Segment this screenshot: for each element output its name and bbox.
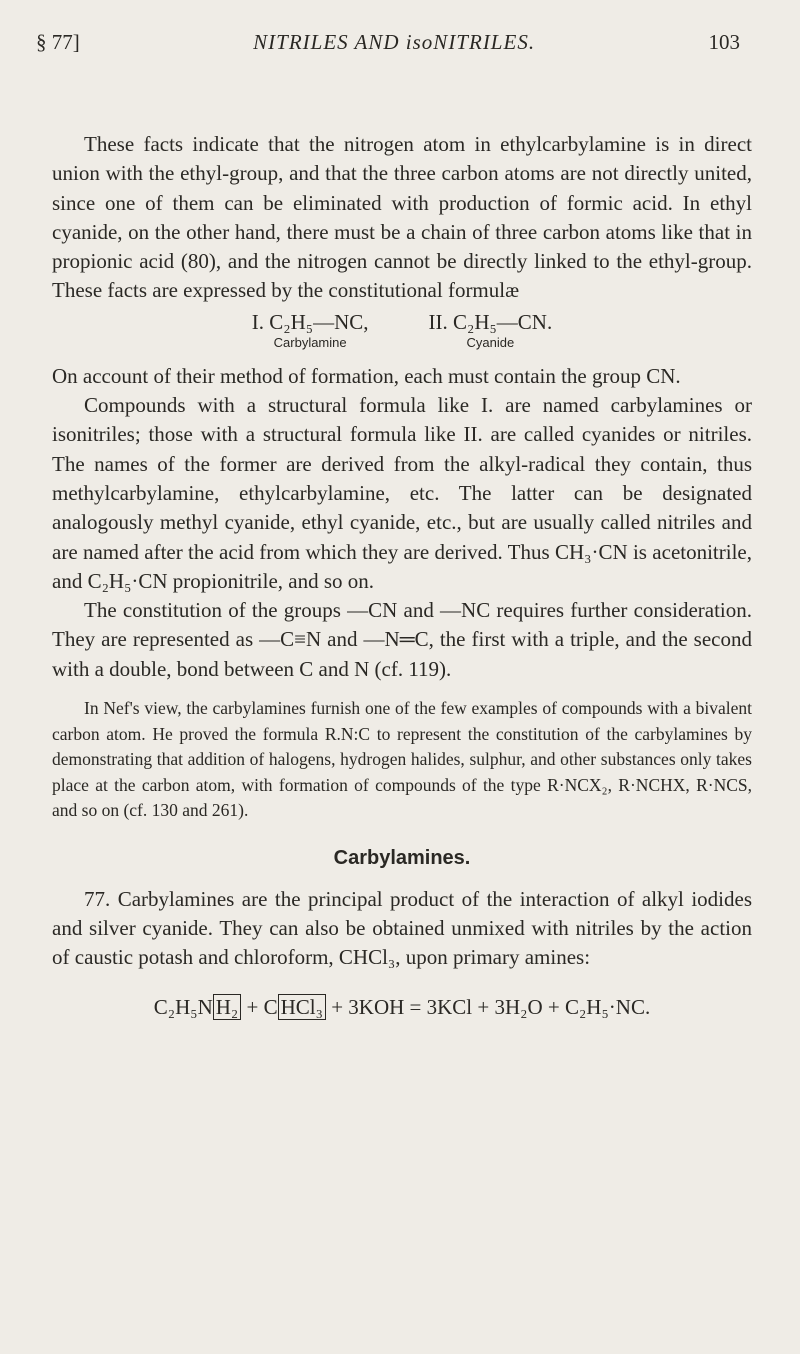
main-text	[52, 130, 752, 1022]
constitutional-formulae	[52, 310, 752, 352]
paragraph-5-note: In Nef's view, the carbylamines furnish one of the few examples of compounds with a bivalent carbon atom. He proved the formula R.N:C to represent the constitution of the carbylamines by demonstrating that addition of halogens, hydrogen halides, sulphur, and other substances only takes place at the carbon atom, with formation of compounds of the type R·NCX₂, R·NCHX, R·NCS, and so on (cf. 130 and 261).	[52, 698, 752, 821]
equation-part-2: + C	[241, 994, 278, 1019]
running-title: NITRILES AND isoNITRILES.	[253, 30, 536, 54]
equation-boxed-h2: H₂	[213, 994, 242, 1020]
formula-2: II. C₂H₅—CN.	[428, 309, 553, 334]
formula-2-caption: Cyanide	[466, 334, 515, 350]
equation-part-3: + 3KOH = 3KCl + 3H₂O + C₂H₅·NC.	[325, 994, 651, 1019]
paragraph-4: The constitution of the groups —CN and —NC requires further consideration. They are represented as —C≡N and —N═C, the first with a triple, and the second with a double, bond between C and N (cf. 119).	[52, 598, 752, 681]
formula-1-caption: Carbylamine	[273, 334, 347, 350]
formula-cyanide	[429, 310, 553, 352]
paragraph-3: Compounds with a structural formula like I. are named carbylamines or isonitriles; those with a structural formula like II. are called cyanides or nitriles. The names of the former are derived from the alkyl-radical they contain, thus methylcarbylamine, ethylcarbylamine, etc. The latter can be designated analogously methyl cyanide, ethyl cyanide, etc., but are usually called nitriles and are named after the acid from which they are derived. Thus CH₃·CN is acetonitrile, and C₂H₅·CN propionitrile, and so on.	[52, 393, 752, 593]
equation-boxed-hcl3: HCl₃	[278, 994, 326, 1020]
paragraph-6: 77. Carbylamines are the principal product of the interaction of alkyl iodides and silver cyanide. They can also be obtained unmixed with nitriles by the action of caustic potash and chloroform, CHCl₃, upon primary amines:	[52, 886, 752, 970]
page-number: 103	[708, 30, 740, 54]
paragraph-1: These facts indicate that the nitrogen atom in ethylcarbylamine is in direct union with the ethyl-group, and that the three carbon atoms are not directly united, since one of them can be eliminated with production of formic acid. In ethyl cyanide, on the other hand, there must be a chain of three carbon atoms like that in propionic acid (80), and the nitrogen cannot be directly linked to the ethyl-group. These facts are expressed by the constitutional formulæ	[52, 132, 752, 303]
section-marker: § 77]	[36, 30, 80, 54]
paragraph-2: On account of their method of formation, each must contain the group CN.	[52, 363, 681, 388]
running-header	[36, 30, 740, 55]
reaction-equation	[52, 993, 752, 1022]
equation-part-1: C₂H₅N	[153, 994, 213, 1019]
section-heading: Carbylamines.	[333, 846, 471, 869]
formula-carbylamine	[252, 310, 369, 352]
formula-1: I. C₂H₅—NC,	[251, 309, 369, 334]
